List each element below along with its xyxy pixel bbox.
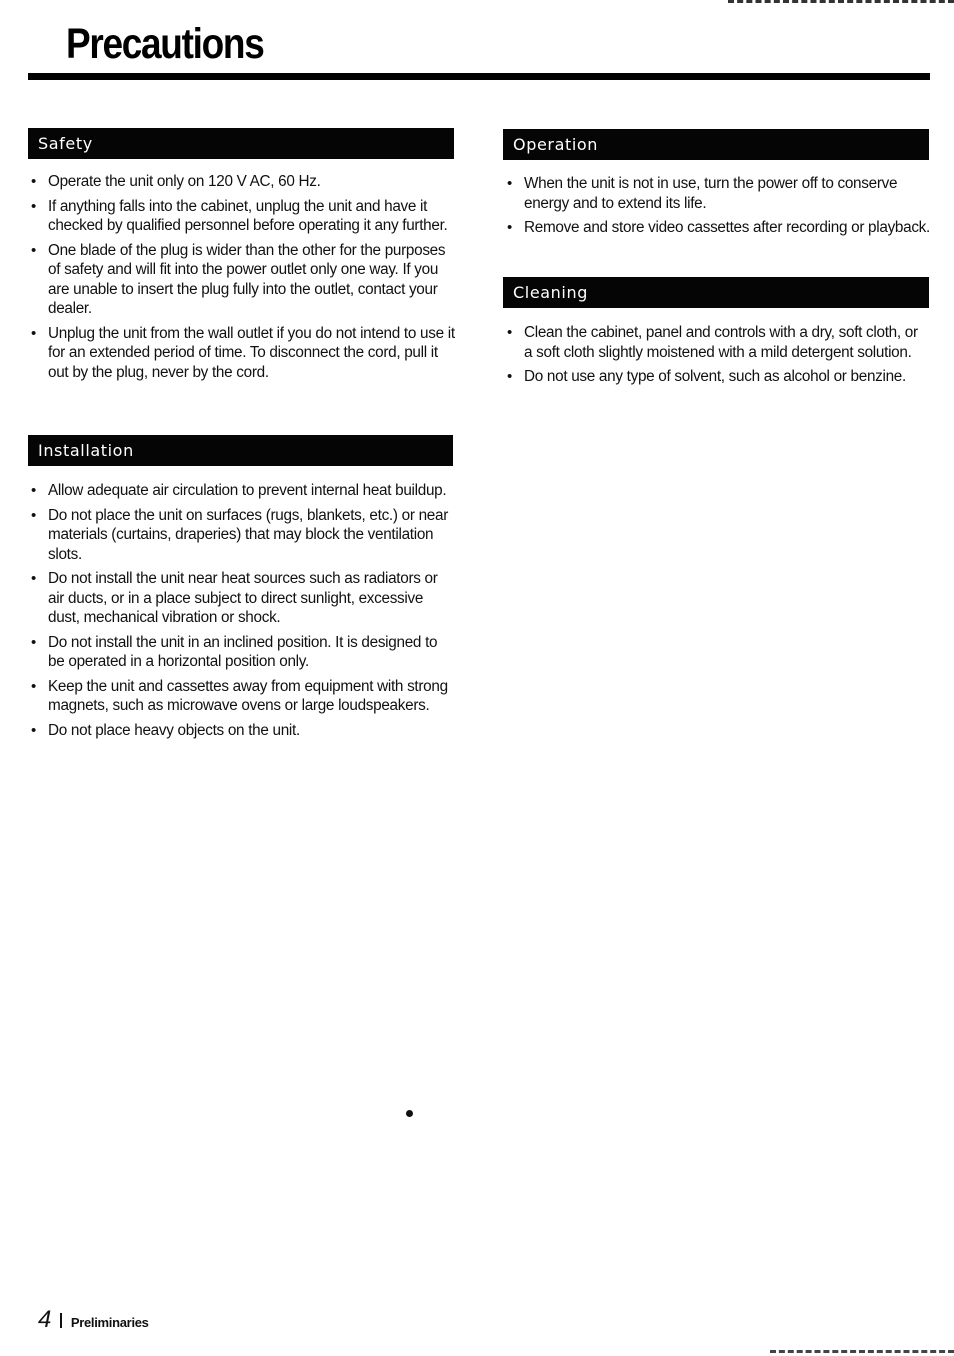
list-item-text: Do not use any type of solvent, such as alcohol or benzine. (524, 368, 906, 385)
footer-divider (60, 1313, 62, 1328)
list-item (29, 324, 457, 383)
list-item (29, 721, 457, 741)
list-item-text: One blade of the plug is wider than the other for the purposes of safety and will fit into the power outlet only one way. If you are unable to insert the plug fully into the outlet, contact your dealer. (48, 241, 446, 317)
installation-list (29, 481, 457, 745)
list-item (29, 506, 457, 565)
list-item-text: Do not install the unit near heat sources such as radiators or air ducts, or in a place subject to direct sunlight, excessive dust, mechanical vibration or shock. (48, 570, 438, 626)
bullet-icon: • (507, 368, 512, 385)
bullet-icon: • (507, 175, 512, 192)
list-item (505, 174, 933, 213)
edge-mark-top (728, 0, 954, 3)
list-item (29, 633, 457, 672)
list-item-text: If anything falls into the cabinet, unplug the unit and have it checked by qualified personnel before operating it any further. (48, 197, 448, 234)
bullet-icon: • (31, 241, 36, 259)
bullet-icon: • (507, 324, 512, 341)
list-item (29, 172, 457, 192)
list-item (29, 677, 457, 716)
bullet-icon: • (31, 677, 36, 695)
list-item-text: Unplug the unit from the wall outlet if you do not intend to use it for an extended period of time. To disconnect the cord, pull it out by the plug, never by the cord. (48, 324, 455, 381)
list-item-text: Remove and store video cassettes after recording or playback. (524, 219, 930, 236)
section-heading-safety: Safety (28, 128, 454, 159)
list-item (29, 481, 457, 501)
bullet-icon: • (31, 197, 36, 215)
bullet-icon: • (31, 324, 36, 342)
list-item-text: Do not place heavy objects on the unit. (48, 721, 300, 739)
bullet-icon: • (31, 633, 36, 651)
section-heading-operation: Operation (503, 129, 929, 160)
list-item-text: Do not place the unit on surfaces (rugs, blankets, etc.) or near materials (curtains, draperies) that may block the ventilation slots. (48, 506, 448, 563)
list-item-text: Allow adequate air circulation to prevent internal heat buildup. (48, 482, 447, 499)
cleaning-list (505, 323, 925, 392)
operation-list (505, 174, 933, 243)
bullet-icon: • (31, 570, 36, 587)
bullet-icon: • (31, 173, 36, 190)
title-rule (28, 73, 930, 80)
list-item (29, 197, 457, 236)
list-item (505, 323, 925, 362)
bullet-icon: • (31, 506, 36, 524)
page-title: Precautions (66, 20, 264, 68)
bullet-icon: • (31, 721, 36, 739)
stray-mark (406, 1110, 413, 1117)
list-item-text: When the unit is not in use, turn the power off to conserve energy and to extend its life. (524, 175, 898, 212)
list-item-text: Operate the unit only on 120 V AC, 60 Hz. (48, 173, 321, 190)
section-heading-installation: Installation (28, 435, 453, 466)
list-item (505, 367, 925, 387)
bullet-icon: • (507, 219, 512, 236)
footer-section-label: Preliminaries (70, 1315, 149, 1330)
section-heading-cleaning: Cleaning (503, 277, 929, 308)
list-item-text: Do not install the unit in an inclined position. It is designed to be operated in a horizontal position only. (48, 633, 438, 670)
list-item-text: Clean the cabinet, panel and controls with a dry, soft cloth, or a soft cloth slightly moistened with a mild detergent solution. (524, 324, 918, 361)
page-footer (38, 1306, 149, 1334)
list-item-text: Keep the unit and cassettes away from equipment with strong magnets, such as microwave ovens or large loudspeakers. (48, 677, 448, 714)
safety-list (29, 172, 457, 387)
edge-mark-bottom (770, 1350, 954, 1353)
list-item (29, 569, 457, 628)
bullet-icon: • (31, 482, 36, 499)
list-item (505, 218, 933, 238)
list-item (29, 241, 457, 319)
page-number: 4 (38, 1306, 52, 1333)
